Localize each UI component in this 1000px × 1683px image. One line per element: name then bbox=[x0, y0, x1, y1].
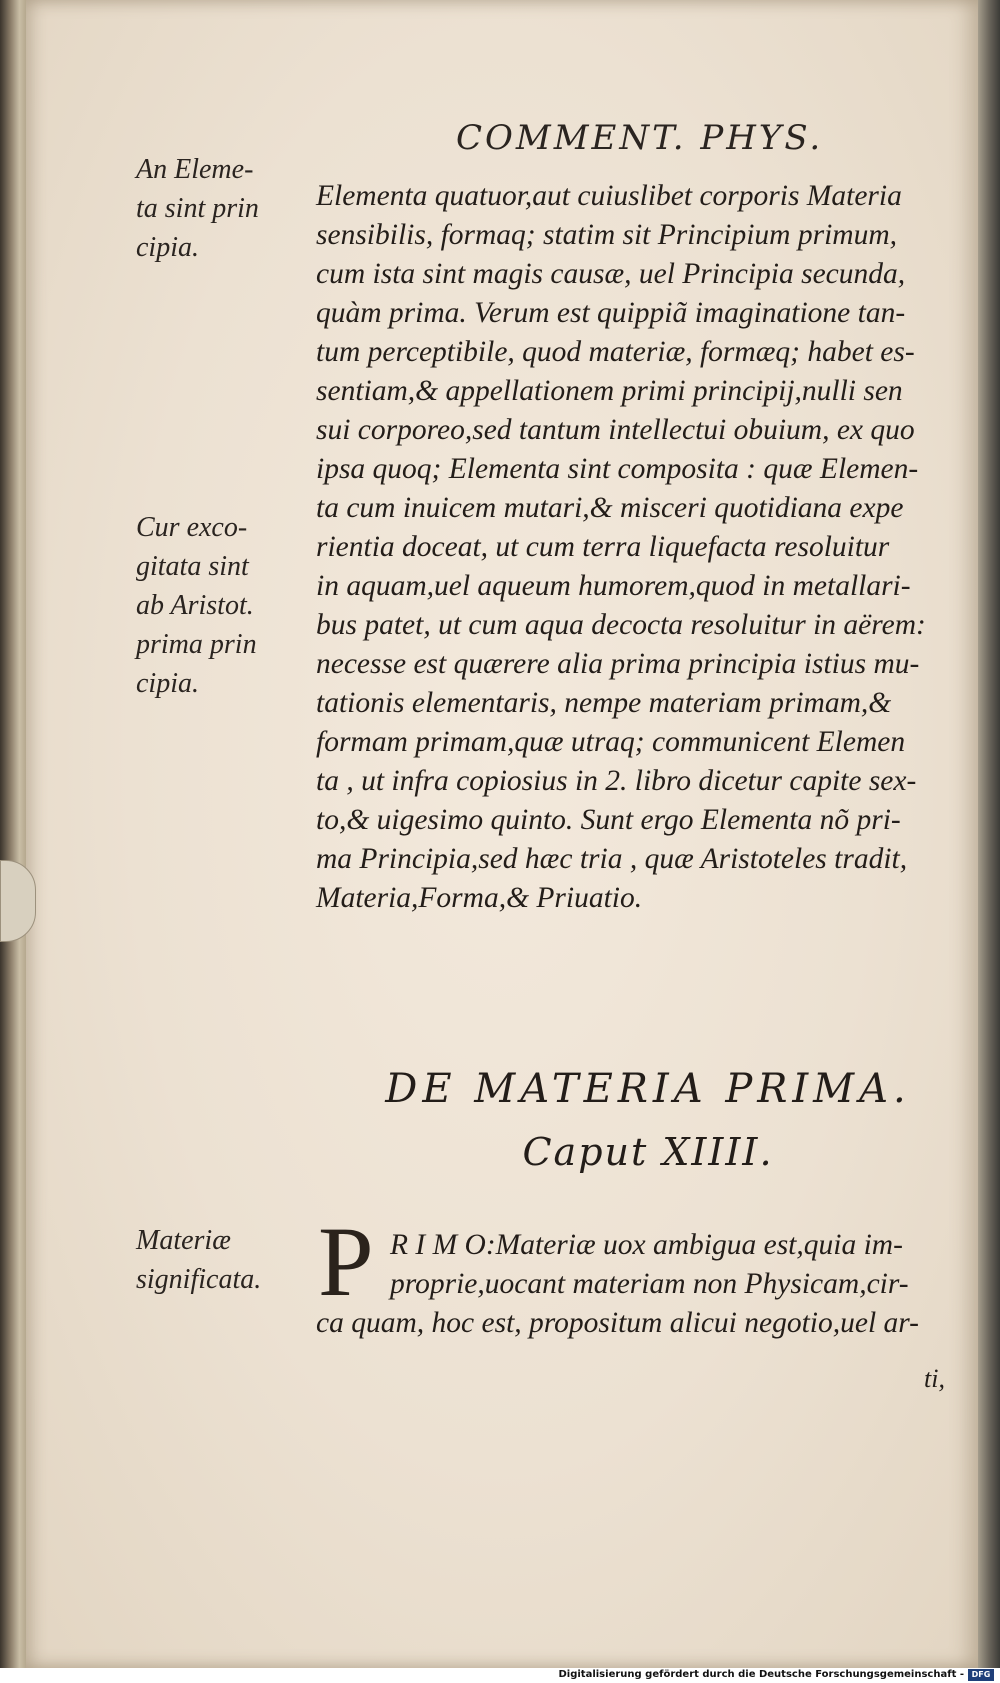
chapter-paragraph bbox=[390, 1226, 990, 1304]
body-line: formam primam,quæ utraq; communicent Elemen bbox=[316, 726, 906, 758]
catchword: ti, bbox=[924, 1364, 945, 1393]
margin-note-line: Materiæ bbox=[136, 1225, 231, 1256]
book-page bbox=[26, 0, 978, 1668]
running-head: COMMENT. PHYS. bbox=[456, 118, 824, 158]
margin-note-line: ab Aristot. bbox=[136, 590, 254, 621]
chapter-line: ca quam, hoc est, propositum alicui negotio,uel ar- bbox=[316, 1307, 919, 1339]
dfg-logo-icon: DFG bbox=[968, 1669, 994, 1681]
margin-note-line: ta sint prin bbox=[136, 193, 259, 224]
body-line: sentiam,& appellationem primi principij,nulli sen bbox=[316, 375, 903, 407]
body-line: necesse est quærere alia prima principia istius mu- bbox=[316, 648, 920, 680]
body-line: sui corporeo,sed tantum intellectui obuium, ex quo bbox=[316, 414, 915, 446]
body-line: tationis elementaris, nempe materiam primam,& bbox=[316, 687, 892, 719]
body-line: bus patet, ut cum aqua decocta resoluitur in aërem: bbox=[316, 609, 926, 641]
body-line: to,& uigesimo quinto. Sunt ergo Elementa nõ pri- bbox=[316, 804, 901, 836]
margin-note-excogitata bbox=[136, 508, 316, 703]
body-line: quàm prima. Verum est quippiã imaginatione tan- bbox=[316, 297, 906, 329]
margin-note-line: cipia. bbox=[136, 668, 199, 699]
body-line: Materia,Forma,& Priuatio. bbox=[316, 882, 643, 914]
body-line: in aquam,uel aqueum humorem,quod in metallari- bbox=[316, 570, 911, 602]
body-line: ma Principia,sed hæc tria , quæ Aristoteles tradit, bbox=[316, 843, 908, 875]
body-line: Elementa quatuor,aut cuiuslibet corporis Materia bbox=[316, 180, 902, 212]
margin-note-line: cipia. bbox=[136, 232, 199, 263]
body-line: rientia doceat, ut cum terra liquefacta resoluitur bbox=[316, 531, 890, 563]
body-line: tum perceptibile, quod materiæ, formæq; habet es- bbox=[316, 336, 915, 368]
chapter-line: R I M O:Materiæ uox ambigua est,quia im- bbox=[390, 1229, 903, 1261]
book-spine-edge bbox=[0, 0, 26, 1668]
body-paragraph bbox=[316, 177, 986, 918]
chapter-paragraph-cont bbox=[316, 1304, 986, 1343]
chapter-title: DE MATERIA PRIMA. bbox=[385, 1066, 911, 1112]
margin-note-materiae bbox=[136, 1221, 316, 1299]
margin-note-elementa bbox=[136, 150, 316, 267]
chapter-line: proprie,uocant materiam non Physicam,cir- bbox=[390, 1268, 909, 1300]
margin-note-line: gitata sint bbox=[136, 551, 249, 582]
margin-note-line: An Eleme- bbox=[136, 154, 254, 185]
margin-note-line: prima prin bbox=[136, 629, 257, 660]
margin-note-line: significata. bbox=[136, 1264, 262, 1295]
body-line: cum ista sint magis causæ, uel Principia secunda, bbox=[316, 258, 906, 290]
body-line: ipsa quoq; Elementa sint composita : quæ Elemen- bbox=[316, 453, 919, 485]
body-line: ta , ut infra copiosius in 2. libro dicetur capite sex- bbox=[316, 765, 917, 797]
body-line: ta cum inuicem mutari,& misceri quotidiana expe bbox=[316, 492, 904, 524]
chapter-number: Caput XIIII. bbox=[522, 1130, 774, 1174]
drop-cap: P bbox=[318, 1206, 374, 1317]
margin-note-line: Cur exco- bbox=[136, 512, 248, 543]
footer-credit: Digitalisierung gefördert durch die Deutsche Forschungsgemeinschaft - bbox=[558, 1669, 964, 1680]
body-line: sensibilis, formaq; statim sit Principium primum, bbox=[316, 219, 898, 251]
